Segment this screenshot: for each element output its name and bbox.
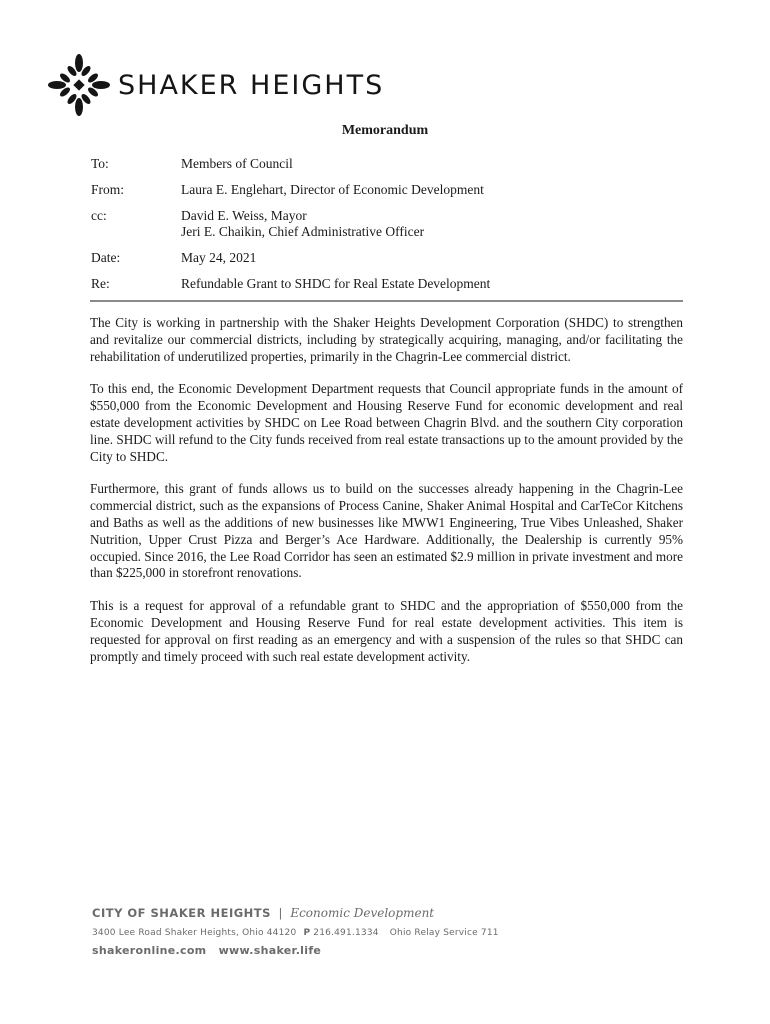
- footer-department: Economic Development: [290, 906, 435, 920]
- cc-label: cc:: [91, 208, 107, 223]
- footer-phone-label: P: [303, 928, 311, 938]
- paragraph-3: Furthermore, this grant of funds allows us to build on the successes already happening in the Chagrin-Lee commercial district, such as the expansions of Process Canine, Shaker Animal Hospital and CarTeCor Kitchens and Baths as well as the additions of new businesses like MWW1 Engineering, True Vibes Unleashed, Shaker Nutrition, Upper Crust Pizza and Berger’s Ace Hardware. Additionally, the Dealership is currently 95% occupied. Since 2016, the Lee Road Corridor has seen an estimated $2.9 million in private investment and more than $225,000 in storefront renovations.: [90, 481, 683, 581]
- paragraph-1: The City is working in partnership with the Shaker Heights Development Corporation (SHDC) to strengthen and revitalize our commercial districts, including by strategically acquiring, managing, and/or facilitating the rehabilitation of underutilized properties, primarily in the Chagrin-Lee commercial district.: [90, 315, 683, 364]
- paragraph-4: This is a request for approval of a refundable grant to SHDC and the appropriation of $550,000 from the Economic Development and Housing Reserve Fund for real estate development activities. This item is requested for approval on first reading as an emergency and with a suspension of the rules so that SHDC can promptly and timely proceed with such real estate development activity.: [90, 598, 683, 664]
- cc-recipient-1: David E. Weiss, Mayor: [181, 208, 307, 223]
- paragraph-2: To this end, the Economic Development Department requests that Council appropriate funds in the amount of $550,000 from the Economic Development and Housing Reserve Fund for economic development and real estate development activities by SHDC on Lee Road between Chagrin Blvd. and the southern City corporation line. SHDC will refund to the City funds received from real estate transactions up to the amount provided by the City to SHDC.: [90, 381, 683, 464]
- re-value: Refundable Grant to SHDC for Real Estate Development: [181, 276, 491, 291]
- date-label: Date:: [91, 250, 121, 265]
- footer-relay: Ohio Relay Service 711: [389, 928, 499, 938]
- cc-recipient-2: Jeri E. Chaikin, Chief Administrative Officer: [181, 224, 425, 239]
- cc-value: [181, 208, 683, 240]
- from-row: [91, 182, 683, 198]
- footer-address: 3400 Lee Road Shaker Heights, Ohio 44120: [92, 928, 297, 938]
- logo-wordmark: SHAKER HEIGHTS: [118, 69, 385, 101]
- to-row: [91, 156, 683, 172]
- re-row: [91, 276, 683, 292]
- footer-title-line: [92, 906, 499, 920]
- memo-header: [91, 156, 683, 302]
- footer-web-line: [92, 944, 499, 957]
- footer-separator: |: [278, 906, 283, 920]
- to-value: Members of Council: [181, 156, 293, 171]
- shaker-heights-logo: [46, 52, 384, 118]
- date-row: [91, 250, 683, 266]
- cc-row: [91, 208, 683, 240]
- footer-contact-line: [92, 928, 499, 938]
- re-label: Re:: [91, 276, 110, 291]
- footer-site-1[interactable]: shakeronline.com: [92, 944, 207, 957]
- memo-body: [90, 315, 683, 681]
- footer-city: CITY OF SHAKER HEIGHTS: [92, 906, 271, 920]
- to-label: To:: [91, 156, 109, 171]
- letterhead-footer: [92, 906, 499, 957]
- footer-phone: 216.491.1334: [313, 928, 379, 938]
- leaf-emblem-icon: [46, 52, 112, 118]
- memo-title: Memorandum: [341, 123, 429, 138]
- header-divider: [90, 300, 683, 302]
- from-label: From:: [91, 182, 125, 197]
- date-value: May 24, 2021: [181, 250, 257, 265]
- from-value: Laura E. Englehart, Director of Economic Development: [181, 182, 484, 197]
- footer-site-2[interactable]: www.shaker.life: [218, 944, 322, 957]
